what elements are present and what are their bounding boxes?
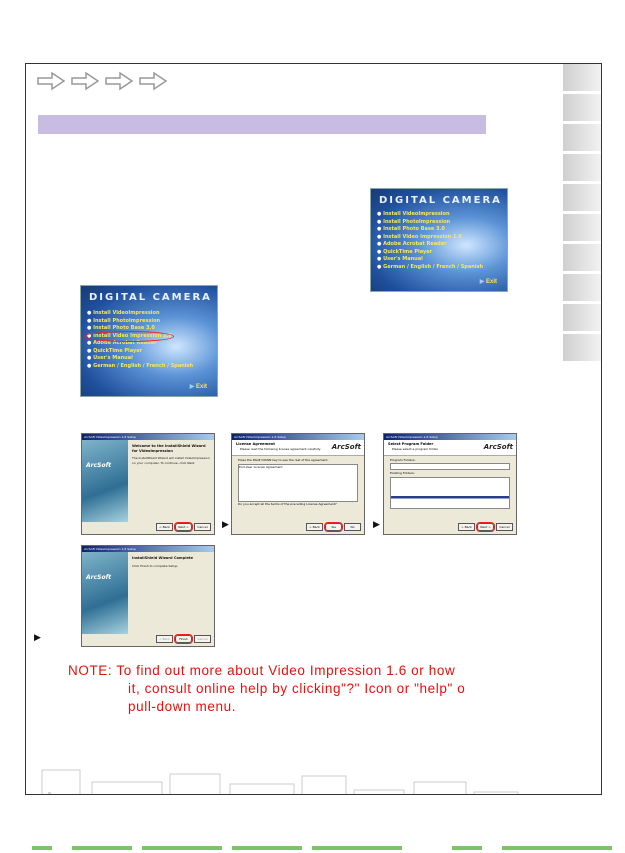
dialog-buttons (156, 635, 211, 643)
dialog-buttons (306, 523, 361, 531)
side-tab[interactable] (563, 124, 601, 151)
no-button[interactable]: No (344, 523, 361, 531)
menu-item[interactable]: ● Install Photo Base 3.0 (87, 325, 193, 333)
menu-item[interactable]: ● User's Manual (87, 355, 193, 363)
exit-button[interactable]: ▶ Exit (480, 278, 497, 285)
menu-item[interactable]: ● Adobe Acrobat Reader (87, 340, 193, 348)
setup-dialog-license (231, 433, 365, 535)
menu-list (377, 211, 483, 271)
menu-item[interactable]: ● User's Manual (377, 256, 483, 264)
menu-item[interactable]: ● German / English / French / Spanish (87, 363, 193, 371)
existing-folders-list[interactable] (390, 477, 510, 509)
note-line-1: NOTE: To find out more about Video Impression 1.6 or how (68, 663, 456, 678)
window-title: ArcSoft VideoImpression 1.6 Setup (384, 434, 516, 440)
dialog-text: Press the PAGE DOWN key to see the rest of the agreement. (238, 458, 329, 462)
side-tab[interactable] (563, 214, 601, 241)
next-button[interactable]: Next > (175, 523, 192, 531)
arcsoft-logo: ArcSoft (86, 574, 112, 581)
license-textbox[interactable] (238, 464, 358, 502)
side-tab[interactable] (563, 64, 601, 91)
dialog-header (232, 440, 364, 456)
menu-item[interactable]: ● Adobe Acrobat Reader (377, 241, 483, 249)
side-tab[interactable] (563, 304, 601, 331)
exit-button[interactable]: ▶ Exit (190, 383, 207, 390)
side-tab[interactable] (563, 334, 601, 361)
menu-item-video-impression[interactable]: ● Install Video Impression 1.6 (87, 333, 193, 341)
window-title: ArcSoft VideoImpression 1.6 Setup (82, 434, 214, 440)
dialog-buttons (458, 523, 513, 531)
menu-item[interactable]: ● German / English / French / Spanish (377, 264, 483, 272)
arcsoft-logo: ArcSoft (86, 462, 112, 469)
dialog-text: The InstallShield Wizard will install VideoImpression on your computer. To continue, click Next. (132, 456, 210, 465)
side-tab[interactable] (563, 94, 601, 121)
license-title: End-User License Agreement (239, 465, 283, 470)
menu-header: DIGITAL CAMERA (89, 292, 212, 303)
autorun-menu-screenshot (370, 188, 508, 292)
dialog-heading: Welcome to the InstallShield Wizard for VideoImpression (132, 444, 206, 453)
menu-item[interactable]: ● Install VideoImpression (377, 211, 483, 219)
dialog-body (238, 458, 358, 506)
side-tab[interactable] (563, 274, 601, 301)
note-line-3: pull-down menu. (128, 699, 237, 714)
dialog-text: Click Finish to complete Setup. (132, 563, 179, 568)
dialog-heading: InstallShield Wizard Complete (132, 556, 194, 560)
cancel-button[interactable]: Cancel (194, 523, 211, 531)
menu-item[interactable]: ● Install PhotoImpression (87, 318, 193, 326)
dialog-body (132, 556, 210, 568)
program-folders-label: Program Folders: (390, 458, 416, 462)
menu-item[interactable]: ● QuickTime Player (377, 249, 483, 257)
dialog-body (390, 458, 510, 509)
window-title: ArcSoft VideoImpression 1.6 Setup (82, 546, 214, 552)
menu-item[interactable]: ● QuickTime Player (87, 348, 193, 356)
nav-arrows (36, 70, 168, 92)
side-tab[interactable] (563, 184, 601, 211)
program-folder-input[interactable] (390, 463, 510, 470)
note-line-2: it, consult online help by clicking"?" Icon or "help" o (128, 681, 466, 696)
side-tabs (563, 64, 601, 364)
step-arrow-icon: ▶ (222, 519, 229, 529)
existing-folders-label: Existing Folders: (390, 471, 415, 476)
dialog-body (132, 444, 210, 465)
highlight-ring (84, 331, 174, 342)
cancel-button[interactable]: Cancel (496, 523, 513, 531)
back-button[interactable]: < Back (156, 635, 173, 643)
arrow-icon (36, 70, 66, 92)
arcsoft-logo: ArcSoft (483, 443, 513, 451)
window-title: ArcSoft VideoImpression 1.6 Setup (232, 434, 364, 440)
dialog-subheading: Please select a program folder. (392, 447, 439, 451)
step-arrow-icon: ▶ (34, 632, 41, 642)
side-tab[interactable] (563, 244, 601, 271)
back-button[interactable]: < Back (306, 523, 323, 531)
note-text (68, 662, 465, 716)
arrow-icon (104, 70, 134, 92)
dialog-heading: License Agreement (236, 442, 275, 446)
dialog-heading: Select Program Folder (388, 442, 434, 446)
autorun-menu-screenshot-highlight (80, 285, 218, 397)
section-title-bar (38, 115, 486, 134)
dialog-header (384, 440, 516, 456)
step-arrow-icon: ▶ (373, 519, 380, 529)
cancel-button[interactable]: Cancel (194, 635, 211, 643)
menu-item[interactable]: ● Install Video Impression 1.6 (377, 234, 483, 242)
menu-header: DIGITAL CAMERA (379, 195, 502, 206)
back-button[interactable]: < Back (458, 523, 475, 531)
menu-item[interactable]: ● Install VideoImpression (87, 310, 193, 318)
setup-dialog-complete (81, 545, 215, 647)
dialog-side-image (82, 552, 128, 634)
menu-item[interactable]: ● Install Photo Base 3.0 (377, 226, 483, 234)
menu-item[interactable]: ● Install PhotoImpression (377, 219, 483, 227)
finish-button[interactable]: Finish (175, 635, 192, 643)
decorative-pattern (40, 762, 600, 795)
dialog-buttons (156, 523, 211, 531)
arrow-icon (70, 70, 100, 92)
dialog-subheading: Please read the following license agreement carefully. (240, 447, 321, 451)
yes-button[interactable]: Yes (325, 523, 342, 531)
setup-dialog-welcome (81, 433, 215, 535)
footer-decoration (32, 843, 622, 853)
accept-question: Do you accept all the terms of the preceding License Agreement? (238, 502, 337, 507)
arrow-icon (138, 70, 168, 92)
dialog-side-image (82, 440, 128, 522)
setup-dialog-program-folder (383, 433, 517, 535)
side-tab[interactable] (563, 154, 601, 181)
back-button[interactable]: < Back (156, 523, 173, 531)
arcsoft-logo: ArcSoft (331, 443, 361, 451)
next-button[interactable]: Next > (477, 523, 494, 531)
